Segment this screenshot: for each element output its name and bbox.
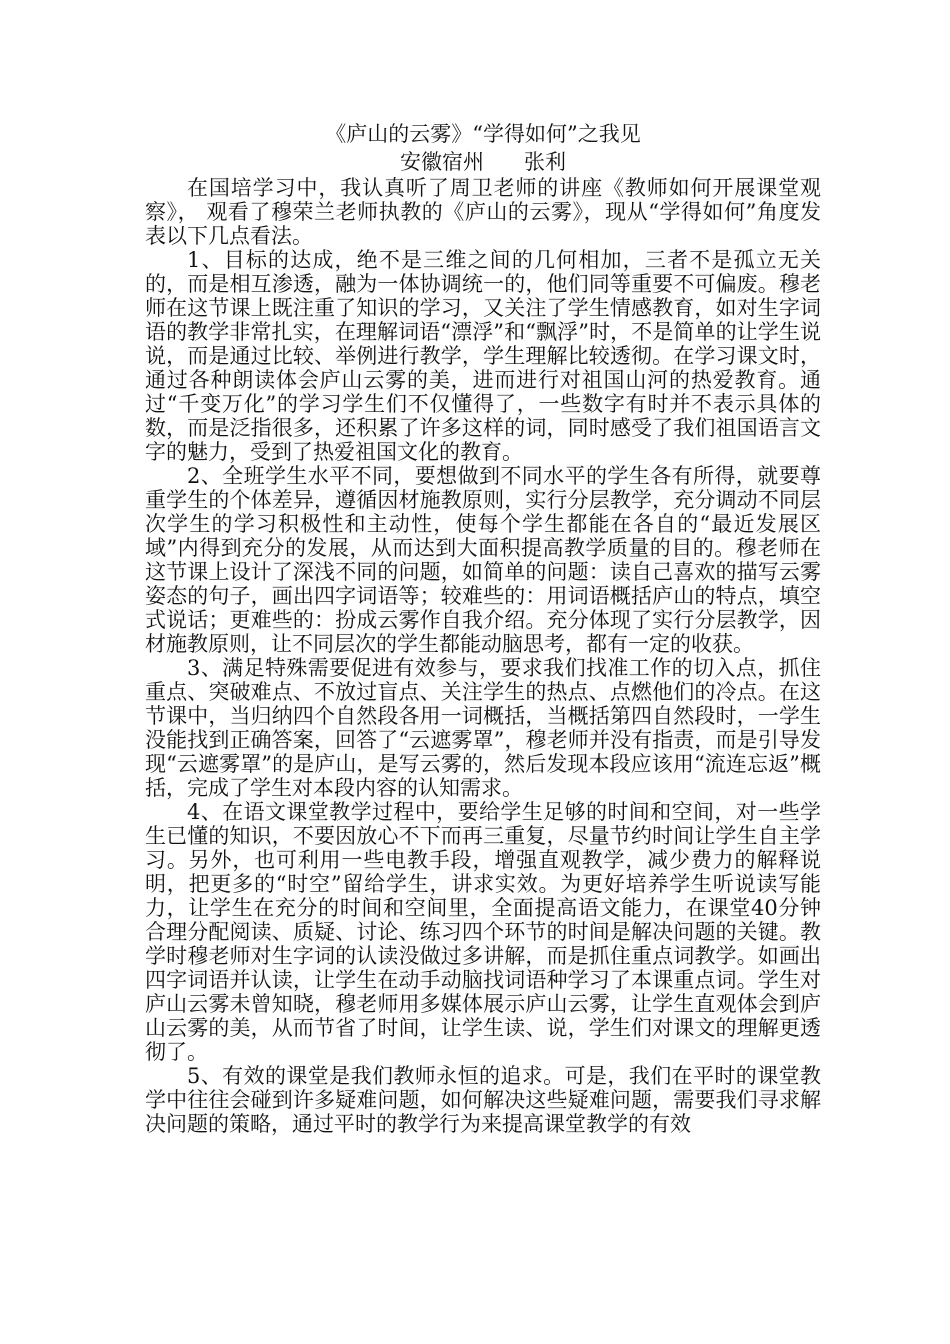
paragraph-point-5: 5、有效的课堂是我们教师永恒的追求。可是，我们在平时的课堂教学中往往会碰到许多疑难问题，如何解决这些疑难问题，需要我们寻求解决问题的策略，通过平时的教学行为来提高课堂教学的有效 [145, 1064, 821, 1136]
paragraph-point-4: 4、在语文课堂教学过程中，要给学生足够的时间和空间，对一些学生已懂的知识，不要因放心不下而再三重复，尽量节约时间让学生自主学习。另外，也可利用一些电教手段，增强直观教学，减少费力的解释说明，把更多的“时空”留给学生，讲求实效。为更好培养学生听说读写能力，让学生在充分的时间和空间里，全面提高语文能力，在课堂40分钟合理分配阅读、质疑、讨论、练习四个环节的时间是解决问题的关键。教学时穆老师对生字词的认读没做过多讲解，而是抓住重点词教学。如画出四字词语并认读，让学生在动手动脑找词语种学习了本课重点词。学生对庐山云雾未曾知晓，穆老师用多媒体展示庐山云雾，让学生直观体会到庐山云雾的美，从而节省了时间，让学生读、说，学生们对课文的理解更透彻了。 [145, 800, 821, 1064]
document-title: 《庐山的云雾》“学得如何”之我见 [325, 122, 641, 146]
paragraph-point-1: 1、目标的达成，绝不是三维之间的几何相加，三者不是孤立无关的，而是相互渗透，融为一体协调统一的，他们同等重要不可偏废。穆老师在这节课上既注重了知识的学习，又关注了学生情感教育，如对生字词语的教学非常扎实，在理解词语“漂浮”和“飘浮”时，不是简单的让学生说说，而是通过比较、举例进行教学，学生理解比较透彻。在学习课文时，通过各种朗读体会庐山云雾的美，进而进行对祖国山河的热爱教育。通过“千变万化”的学习学生们不仅懂得了，一些数字有时并不表示具体的数，而是泛指很多，还积累了许多这样的词，同时感受了我们祖国语言文字的魅力，受到了热爱祖国文化的教育。 [145, 248, 821, 464]
author-byline: 安徽宿州 张利 [399, 150, 567, 174]
paragraph-point-3: 3、满足特殊需要促进有效参与，要求我们找准工作的切入点，抓住重点、突破难点、不放过盲点、关注学生的热点、点燃他们的冷点。在这节课中，当归纳四个自然段各用一词概括，当概括第四自然段时，一学生没能找到正确答案，回答了“云遮雾罩”，穆老师并没有指责，而是引导发现“云遮雾罩”的是庐山，是写云雾的，然后发现本段应该用“流连忘返”概括，完成了学生对本段内容的认知需求。 [145, 656, 821, 800]
paragraph-point-2: 2、全班学生水平不同，要想做到不同水平的学生各有所得，就要尊重学生的个体差异，遵循因材施教原则，实行分层教学，充分调动不同层次学生的学习积极性和主动性，使每个学生都能在各自的“最近发展区域”内得到充分的发展，从而达到大面积提高教学质量的目的。穆老师在这节课上设计了深浅不同的问题，如简单的问题：读自己喜欢的描写云雾姿态的句子，画出四字词语等；较难些的：用词语概括庐山的特点，填空式说话；更难些的：扮成云雾作自我介绍。充分体现了实行分层教学，因材施教原则，让不同层次的学生都能动脑思考，都有一定的收获。 [145, 464, 821, 656]
paragraph-intro: 在国培学习中，我认真听了周卫老师的讲座《教师如何开展课堂观察》， 观看了穆荣兰老师执教的《庐山的云雾》，现从“学得如何”角度发表以下几点看法。 [145, 176, 821, 248]
document-page [145, 120, 821, 1136]
